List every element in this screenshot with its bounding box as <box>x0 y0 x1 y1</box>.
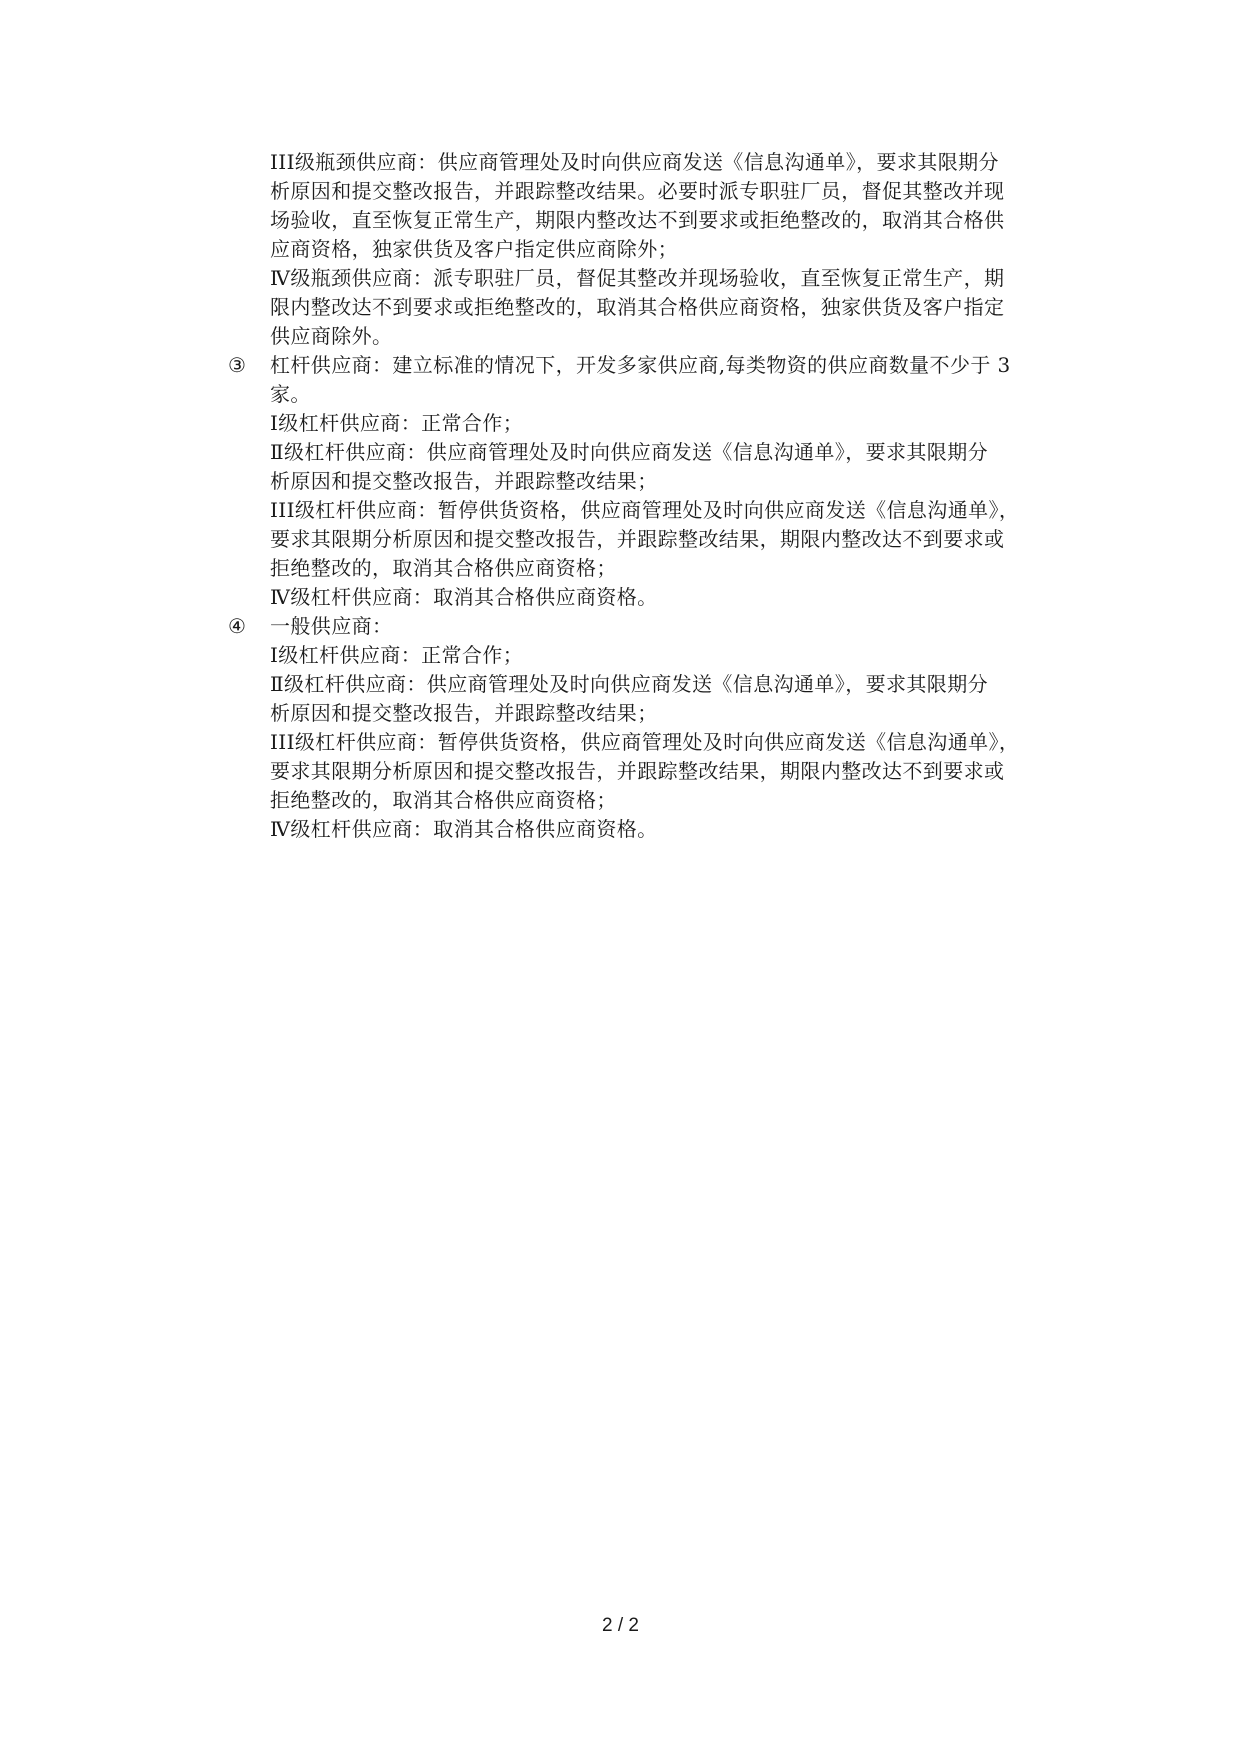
text-line: III级杠杆供应商：暂停供货资格，供应商管理处及时向供应商发送《信息沟通单》， <box>270 498 1020 522</box>
paragraph <box>228 641 1068 670</box>
text-line: 要求其限期分析原因和提交整改报告，并跟踪整改结果，期限内整改达不到要求或 <box>270 759 1005 783</box>
document-body <box>228 148 1068 844</box>
list-marker: ③ <box>228 353 247 377</box>
paragraph <box>228 351 1068 409</box>
paragraph <box>228 438 1068 496</box>
text-line: 应商资格，独家供货及客户指定供应商除外； <box>270 237 678 261</box>
text-line: III级杠杆供应商：暂停供货资格，供应商管理处及时向供应商发送《信息沟通单》， <box>270 730 1020 754</box>
text-line: 析原因和提交整改报告，并跟踪整改结果； <box>270 701 658 725</box>
text-line: Ⅳ级杠杆供应商：取消其合格供应商资格。 <box>270 585 658 609</box>
text-line: 场验收，直至恢复正常生产，期限内整改达不到要求或拒绝整改的，取消其合格供 <box>270 208 1005 232</box>
text-line: 拒绝整改的，取消其合格供应商资格； <box>270 788 617 812</box>
paragraph <box>228 670 1068 728</box>
text-line: 析原因和提交整改报告，并跟踪整改结果。必要时派专职驻厂员，督促其整改并现 <box>270 179 1005 203</box>
text-line: Ⅰ级杠杆供应商：正常合作； <box>270 411 524 435</box>
paragraph <box>228 148 1068 264</box>
text-line: Ⅳ级杠杆供应商：取消其合格供应商资格。 <box>270 817 658 841</box>
paragraph <box>228 264 1068 351</box>
paragraph <box>228 815 1068 844</box>
text-line: Ⅱ级杠杆供应商：供应商管理处及时向供应商发送《信息沟通单》，要求其限期分 <box>270 440 988 464</box>
text-line: 拒绝整改的，取消其合格供应商资格； <box>270 556 617 580</box>
text-line: 一般供应商： <box>270 614 393 638</box>
paragraph <box>228 496 1068 583</box>
paragraph <box>228 583 1068 612</box>
list-marker: ④ <box>228 614 247 638</box>
text-line: 要求其限期分析原因和提交整改报告，并跟踪整改结果，期限内整改达不到要求或 <box>270 527 1005 551</box>
text-line: Ⅳ级瓶颈供应商：派专职驻厂员，督促其整改并现场验收，直至恢复正常生产，期 <box>270 266 1005 290</box>
text-line: 供应商除外。 <box>270 324 393 348</box>
paragraph <box>228 728 1068 815</box>
text-line: 杠杆供应商：建立标准的情况下，开发多家供应商,每类物资的供应商数量不少于 3 <box>270 353 1011 377</box>
text-line: Ⅰ级杠杆供应商：正常合作； <box>270 643 524 667</box>
text-line: Ⅱ级杠杆供应商：供应商管理处及时向供应商发送《信息沟通单》，要求其限期分 <box>270 672 988 696</box>
page-number: 2 / 2 <box>602 1615 639 1636</box>
text-line: III级瓶颈供应商：供应商管理处及时向供应商发送《信息沟通单》，要求其限期分 <box>270 150 999 174</box>
paragraph <box>228 612 1068 641</box>
text-line: 家。 <box>270 382 311 406</box>
paragraph <box>228 409 1068 438</box>
text-line: 析原因和提交整改报告，并跟踪整改结果； <box>270 469 658 493</box>
text-line: 限内整改达不到要求或拒绝整改的，取消其合格供应商资格，独家供货及客户指定 <box>270 295 1005 319</box>
